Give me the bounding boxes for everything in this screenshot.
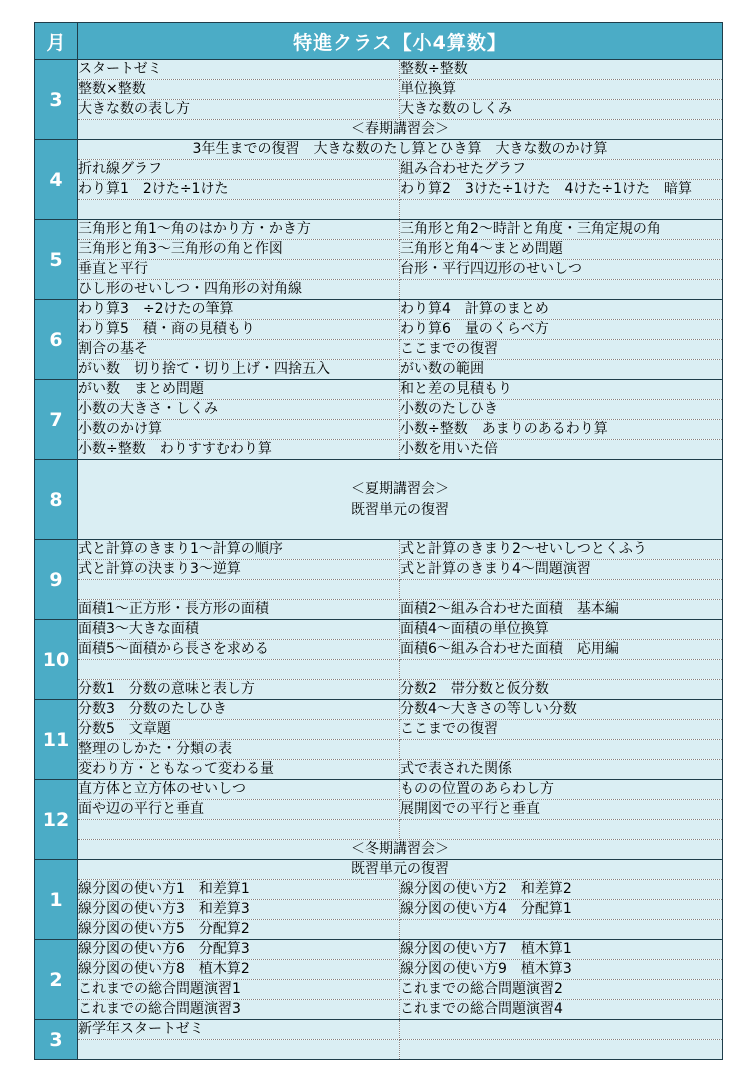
lesson-cell-left: 面積1～正方形・長方形の面積 (78, 600, 400, 620)
lesson-row (35, 220, 723, 240)
lesson-cell-left: 式と計算のきまり1～計算の順序 (78, 540, 400, 560)
session-line: 既習単元の復習 (351, 501, 449, 518)
lesson-row (35, 760, 723, 780)
lesson-cell-right: ものの位置のあらわし方 (400, 780, 723, 800)
lesson-cell-right: 小数のたしひき (400, 400, 723, 420)
lesson-row (35, 560, 723, 580)
month-label: 5 (35, 220, 78, 300)
session-line: ＜夏期講習会＞ (351, 480, 449, 497)
lesson-row (35, 240, 723, 260)
lesson-cell-left: 分数1 分数の意味と表し方 (78, 680, 400, 700)
lesson-cell-right: 小数÷整数 あまりのあるわり算 (400, 420, 723, 440)
lesson-cell-left: がい数 切り捨て・切り上げ・四捨五入 (78, 360, 400, 380)
lesson-cell-right: 面積4～面積の単位換算 (400, 620, 723, 640)
lesson-cell-left (78, 580, 400, 600)
lesson-row (35, 740, 723, 760)
month-label: 2 (35, 940, 78, 1020)
lesson-cell-left: スタートゼミ (78, 60, 400, 80)
lesson-cell-right: 単位換算 (400, 80, 723, 100)
lesson-cell-right: 組み合わせたグラフ (400, 160, 723, 180)
lesson-row (35, 1020, 723, 1040)
month-label: 9 (35, 540, 78, 620)
lesson-cell-left: これまでの総合問題演習3 (78, 1000, 400, 1020)
lesson-cell-right: 分数4～大きさの等しい分数 (400, 700, 723, 720)
lesson-cell-left: 新学年スタートゼミ (78, 1020, 400, 1040)
lesson-cell-right: 台形・平行四辺形のせいしつ (400, 260, 723, 280)
lesson-cell-right: わり算2 3けた÷1けた 4けた÷1けた 暗算 (400, 180, 723, 200)
lesson-row (35, 820, 723, 840)
lesson-row (35, 440, 723, 460)
lesson-cell-left: 分数3 分数のたしひき (78, 700, 400, 720)
lesson-cell-right: 三角形と角2～時計と角度・三角定規の角 (400, 220, 723, 240)
lesson-cell-right: 式と計算のきまり2～せいしつとくふう (400, 540, 723, 560)
lesson-row (35, 860, 723, 880)
lesson-cell-left: 垂直と平行 (78, 260, 400, 280)
lesson-row (35, 320, 723, 340)
session-cell (78, 460, 723, 540)
lesson-cell-right: 面積6～組み合わせた面積 応用編 (400, 640, 723, 660)
month-label: 4 (35, 140, 78, 220)
lesson-row (35, 840, 723, 860)
lesson-cell-left: 折れ線グラフ (78, 160, 400, 180)
lesson-cell-right (400, 920, 723, 940)
lesson-cell-left (78, 820, 400, 840)
lesson-row (35, 900, 723, 920)
lesson-cell-right: 和と差の見積もり (400, 380, 723, 400)
lesson-row (35, 340, 723, 360)
lesson-cell-left: わり算5 積・商の見積もり (78, 320, 400, 340)
month-label: 12 (35, 780, 78, 860)
lesson-cell-left: 線分図の使い方6 分配算3 (78, 940, 400, 960)
session-cell: 3年生までの復習 大きな数のたし算とひき算 大きな数のかけ算 (78, 140, 723, 160)
lesson-cell-right: 式で表された関係 (400, 760, 723, 780)
lesson-row (35, 780, 723, 800)
lesson-cell-right (400, 740, 723, 760)
month-label: 3 (35, 60, 78, 140)
lesson-row (35, 280, 723, 300)
lesson-cell-left: 面積5～面積から長さを求める (78, 640, 400, 660)
lesson-cell-left: 面積3～大きな面積 (78, 620, 400, 640)
lesson-cell-left: 小数の大きさ・しくみ (78, 400, 400, 420)
lesson-row (35, 100, 723, 120)
lesson-cell-left: 線分図の使い方5 分配算2 (78, 920, 400, 940)
lesson-row (35, 980, 723, 1000)
lesson-row (35, 800, 723, 820)
lesson-row (35, 960, 723, 980)
lesson-cell-left: 式と計算の決まり3～逆算 (78, 560, 400, 580)
lesson-cell-left: 線分図の使い方1 和差算1 (78, 880, 400, 900)
lesson-cell-right (400, 200, 723, 220)
lesson-cell-right: わり算6 量のくらべ方 (400, 320, 723, 340)
header-row (35, 23, 723, 60)
lesson-cell-right: 線分図の使い方7 植木算1 (400, 940, 723, 960)
month-label: 8 (35, 460, 78, 540)
lesson-cell-right: 大きな数のしくみ (400, 100, 723, 120)
lesson-row (35, 400, 723, 420)
lesson-cell-right: 線分図の使い方9 植木算3 (400, 960, 723, 980)
lesson-row (35, 260, 723, 280)
month-label: 11 (35, 700, 78, 780)
lesson-cell-right (400, 280, 723, 300)
session-cell: ＜冬期講習会＞ (78, 840, 723, 860)
lesson-row (35, 700, 723, 720)
lesson-row (35, 360, 723, 380)
lesson-cell-left: 三角形と角1～角のはかり方・かき方 (78, 220, 400, 240)
lesson-cell-left: 線分図の使い方3 和差算3 (78, 900, 400, 920)
lesson-cell-left: ひし形のせいしつ・四角形の対角線 (78, 280, 400, 300)
lesson-cell-left: わり算1 2けた÷1けた (78, 180, 400, 200)
lesson-row (35, 380, 723, 400)
lesson-cell-left: 整理のしかた・分類の表 (78, 740, 400, 760)
lesson-cell-right: 線分図の使い方2 和差算2 (400, 880, 723, 900)
lesson-cell-right (400, 1040, 723, 1060)
lesson-row (35, 1040, 723, 1060)
lesson-row (35, 940, 723, 960)
lesson-cell-right: わり算4 計算のまとめ (400, 300, 723, 320)
month-label: 3 (35, 1020, 78, 1060)
month-row-tall (35, 460, 723, 540)
lesson-cell-left (78, 1040, 400, 1060)
lesson-row (35, 680, 723, 700)
lesson-cell-left: 小数のかけ算 (78, 420, 400, 440)
lesson-cell-right: 面積2～組み合わせた面積 基本編 (400, 600, 723, 620)
lesson-row (35, 880, 723, 900)
lesson-cell-right: 展開図での平行と垂直 (400, 800, 723, 820)
lesson-cell-right: 式と計算のきまり4～問題演習 (400, 560, 723, 580)
lesson-cell-left: 変わり方・ともなって変わる量 (78, 760, 400, 780)
month-label: 7 (35, 380, 78, 460)
lesson-row (35, 60, 723, 80)
lesson-cell-left (78, 660, 400, 680)
month-column-header: 月 (35, 23, 78, 60)
lesson-row (35, 920, 723, 940)
lesson-row (35, 620, 723, 640)
lesson-row (35, 140, 723, 160)
lesson-row (35, 540, 723, 560)
session-cell: ＜春期講習会＞ (78, 120, 723, 140)
lesson-row (35, 580, 723, 600)
table-title: 特進クラス【小4算数】 (78, 23, 723, 60)
lesson-cell-left: 面や辺の平行と垂直 (78, 800, 400, 820)
lesson-cell-left: 線分図の使い方8 植木算2 (78, 960, 400, 980)
month-label: 10 (35, 620, 78, 700)
lesson-row (35, 660, 723, 680)
lesson-cell-right: ここまでの復習 (400, 340, 723, 360)
lesson-row (35, 600, 723, 620)
lesson-cell-right: ここまでの復習 (400, 720, 723, 740)
lesson-cell-right (400, 1020, 723, 1040)
lesson-cell-right: これまでの総合問題演習4 (400, 1000, 723, 1020)
lesson-cell-left (78, 200, 400, 220)
lesson-cell-right: 分数2 帯分数と仮分数 (400, 680, 723, 700)
lesson-cell-left: 分数5 文章題 (78, 720, 400, 740)
lesson-row (35, 1000, 723, 1020)
lesson-cell-left: 大きな数の表し方 (78, 100, 400, 120)
lesson-cell-left: 直方体と立方体のせいしつ (78, 780, 400, 800)
curriculum-body (35, 23, 723, 1060)
lesson-cell-right: 線分図の使い方4 分配算1 (400, 900, 723, 920)
lesson-cell-right: 整数÷整数 (400, 60, 723, 80)
lesson-cell-left: がい数 まとめ問題 (78, 380, 400, 400)
lesson-row (35, 80, 723, 100)
lesson-cell-right: 小数を用いた倍 (400, 440, 723, 460)
lesson-row (35, 300, 723, 320)
month-label: 1 (35, 860, 78, 940)
lesson-cell-right: これまでの総合問題演習2 (400, 980, 723, 1000)
month-label: 6 (35, 300, 78, 380)
lesson-cell-left: 小数÷整数 わりすすむわり算 (78, 440, 400, 460)
lesson-row (35, 160, 723, 180)
lesson-cell-right (400, 820, 723, 840)
lesson-cell-right (400, 660, 723, 680)
lesson-row (35, 200, 723, 220)
lesson-row (35, 420, 723, 440)
curriculum-table (34, 22, 723, 1060)
lesson-row (35, 720, 723, 740)
lesson-cell-left: 割合の基そ (78, 340, 400, 360)
lesson-row (35, 180, 723, 200)
lesson-cell-right: 三角形と角4～まとめ問題 (400, 240, 723, 260)
lesson-row (35, 640, 723, 660)
lesson-cell-left: わり算3 ÷2けたの筆算 (78, 300, 400, 320)
session-cell: 既習単元の復習 (78, 860, 723, 880)
lesson-cell-right: がい数の範囲 (400, 360, 723, 380)
lesson-cell-left: 整数×整数 (78, 80, 400, 100)
lesson-cell-left: これまでの総合問題演習1 (78, 980, 400, 1000)
lesson-cell-left: 三角形と角3～三角形の角と作図 (78, 240, 400, 260)
lesson-cell-right (400, 580, 723, 600)
lesson-row (35, 120, 723, 140)
